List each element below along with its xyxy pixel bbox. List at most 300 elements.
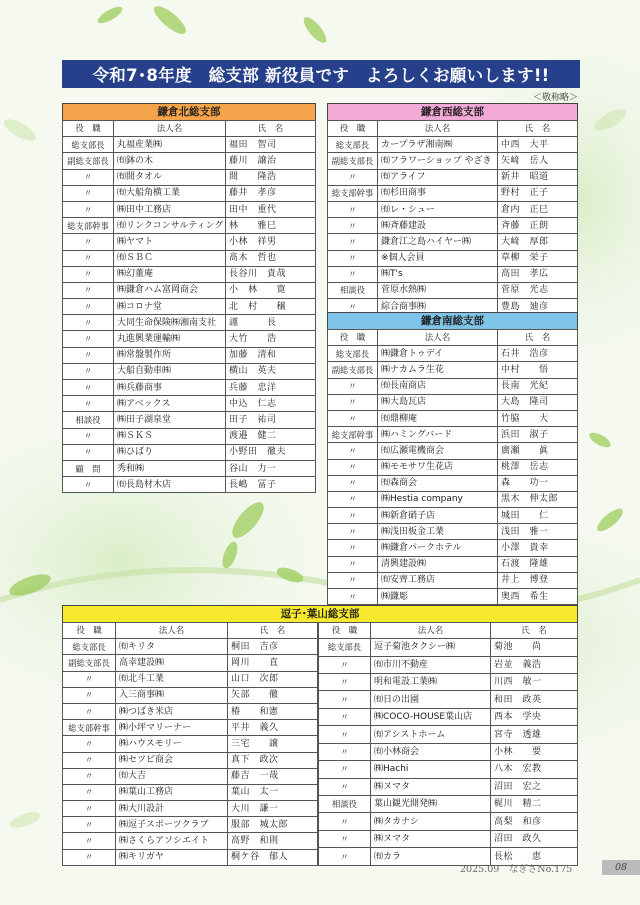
company-cell: ㈱大島瓦店: [378, 394, 498, 410]
page-footer: [418, 860, 640, 875]
name-cell: 平井 義久: [228, 720, 318, 736]
table-row: [63, 137, 316, 153]
company-cell: ㈱ひばり: [114, 444, 226, 460]
company-cell: ㈱さくらアソシエイト: [116, 833, 228, 849]
table-row: [63, 477, 316, 493]
company-cell: 入三商事㈱: [116, 687, 228, 703]
role-cell: 〃: [63, 331, 114, 347]
role-cell: 〃: [319, 848, 371, 866]
company-cell: 綜合商事㈱: [378, 299, 498, 315]
name-cell: 林 雅巳: [226, 218, 316, 234]
role-cell: 〃: [63, 752, 116, 768]
table-row: [63, 801, 318, 817]
role-cell: 〃: [328, 394, 378, 410]
header-company: 法人名: [378, 121, 498, 137]
header-company: 法人名: [371, 623, 491, 639]
name-cell: 桐ケ谷 郁人: [228, 849, 318, 865]
table-row: [63, 833, 318, 849]
table-row: [319, 813, 578, 830]
company-cell: ㈲鉢の木: [114, 153, 226, 169]
kamakura-kita-table: [62, 103, 316, 493]
company-cell: ㈱幻董庵: [114, 266, 226, 282]
name-cell: 藤井 孝彦: [226, 185, 316, 201]
company-cell: ㈱キリガヤ: [116, 849, 228, 865]
company-cell: ㈲広瀬電機商会: [378, 443, 498, 459]
name-cell: 横山 英夫: [226, 363, 316, 379]
name-cell: 大﨑 厚郎: [498, 234, 578, 250]
name-cell: 高野 和則: [228, 833, 318, 849]
role-cell: 〃: [63, 201, 114, 217]
table-row: [328, 185, 578, 201]
role-cell: 〃: [63, 833, 116, 849]
name-cell: 矢部 徹: [228, 687, 318, 703]
role-cell: 副総支部長: [328, 362, 378, 378]
name-cell: 奥西 希生: [498, 589, 578, 605]
name-cell: 山口 次郎: [228, 671, 318, 687]
company-cell: ㈱ヌマタ: [371, 778, 491, 795]
table-row: [63, 817, 318, 833]
table-row: [63, 299, 316, 315]
role-cell: 総支部幹事: [328, 185, 378, 201]
company-cell: ㈲北斗工業: [116, 671, 228, 687]
company-cell: ㈲アシストホーム: [371, 726, 491, 743]
table-row: [319, 795, 578, 812]
company-cell: ㈲市川不動産: [371, 656, 491, 673]
name-cell: 田中 重代: [226, 201, 316, 217]
role-cell: 〃: [328, 266, 378, 282]
name-cell: 大竹 浩: [226, 331, 316, 347]
name-cell: 田子 祐司: [226, 412, 316, 428]
table-row: [63, 784, 318, 800]
table-row: [63, 460, 316, 476]
company-cell: ㈲大船角横工業: [114, 185, 226, 201]
role-cell: 〃: [63, 266, 114, 282]
name-cell: 岩並 義浩: [491, 656, 578, 673]
role-cell: 〃: [319, 813, 371, 830]
table-row: [328, 169, 578, 185]
kamakura-minami-table: [327, 312, 578, 605]
role-cell: 〃: [328, 443, 378, 459]
company-cell: ㈱アベックス: [114, 396, 226, 412]
name-cell: 豊島 廸彦: [498, 299, 578, 315]
table-row: [63, 331, 316, 347]
table-row: [63, 153, 316, 169]
name-cell: 北 村 穣: [226, 299, 316, 315]
role-cell: 総支部幹事: [63, 218, 114, 234]
header-name: 氏 名: [491, 623, 578, 639]
company-cell: ㈱新倉硝子店: [378, 508, 498, 524]
company-cell: ㈱葉山工務店: [116, 784, 228, 800]
table-row: [328, 491, 578, 507]
role-cell: 〃: [63, 169, 114, 185]
name-cell: 新井 昭道: [498, 169, 578, 185]
table-row: [63, 639, 318, 655]
role-cell: 〃: [63, 687, 116, 703]
name-cell: 小澤 貴幸: [498, 540, 578, 556]
name-cell: 和田 政英: [491, 691, 578, 708]
table-row: [63, 185, 316, 201]
role-cell: 〃: [63, 671, 116, 687]
company-cell: ㈱ヤマト: [114, 234, 226, 250]
company-cell: ㈲レ・シュー: [378, 201, 498, 217]
role-cell: 相談役: [319, 795, 371, 812]
role-cell: 〃: [328, 572, 378, 588]
name-cell: 菊池 尚: [491, 639, 578, 656]
name-cell: 廣瀬 眞: [498, 443, 578, 459]
role-cell: 〃: [328, 378, 378, 394]
name-cell: 浜田 淑子: [498, 427, 578, 443]
role-cell: 〃: [328, 410, 378, 426]
page-banner: 令和7･8年度 総支部 新役員です よろしくお願いします!!: [62, 60, 580, 88]
company-cell: ㈲日の出園: [371, 691, 491, 708]
company-cell: ㈱大川設計: [116, 801, 228, 817]
table-row: [63, 720, 318, 736]
table-row: [63, 218, 316, 234]
table-row: [63, 347, 316, 363]
role-cell: 〃: [63, 736, 116, 752]
company-cell: ㈱逗子スポーツクラブ: [116, 817, 228, 833]
role-cell: 〃: [63, 185, 114, 201]
table-row: [63, 703, 318, 719]
table-row: [328, 346, 578, 362]
table-row: [63, 849, 318, 865]
company-cell: ㈱セツビ商会: [116, 752, 228, 768]
company-cell: ㈲間タオル: [114, 169, 226, 185]
name-cell: 服部 城太郎: [228, 817, 318, 833]
table-row: [328, 394, 578, 410]
header-name: 氏 名: [226, 121, 316, 137]
role-cell: 副総支部長: [63, 153, 114, 169]
role-cell: 〃: [63, 347, 114, 363]
role-cell: 〃: [63, 250, 114, 266]
company-cell: ㈱小坪マリーナー: [116, 720, 228, 736]
company-cell: ㈲長島材木店: [114, 477, 226, 493]
table-row: [328, 137, 578, 153]
company-cell: ㈱鎌倉パークホテル: [378, 540, 498, 556]
company-cell: ㈲小林商会: [371, 743, 491, 760]
honorific-note: ＜敬称略＞: [532, 93, 578, 103]
header-role: 役 職: [328, 121, 378, 137]
role-cell: 〃: [328, 475, 378, 491]
company-cell: 丸進興業運輸㈱: [114, 331, 226, 347]
company-cell: ㈲キリタ: [116, 639, 228, 655]
header-company: 法人名: [378, 330, 498, 346]
company-cell: ㈱つばき米店: [116, 703, 228, 719]
company-cell: カープラザ湘南㈱: [378, 137, 498, 153]
name-cell: 大川 謙一: [228, 801, 318, 817]
table-row: [319, 830, 578, 847]
header-role: 役 職: [319, 623, 371, 639]
company-cell: ㈲アライフ: [378, 169, 498, 185]
role-cell: 〃: [328, 508, 378, 524]
company-cell: 大船自動車㈱: [114, 363, 226, 379]
company-cell: ㈱Hestia company: [378, 491, 498, 507]
role-cell: 〃: [328, 234, 378, 250]
header-role: 役 職: [328, 330, 378, 346]
name-cell: 間 隆浩: [226, 169, 316, 185]
role-cell: 〃: [63, 380, 114, 396]
company-cell: 明和電設工業㈱: [371, 674, 491, 691]
name-cell: 倉内 正巳: [498, 201, 578, 217]
company-cell: ㈱斉藤建設: [378, 218, 498, 234]
table-row: [63, 428, 316, 444]
table-row: [328, 475, 578, 491]
table-row: [328, 556, 578, 572]
company-cell: ㈱兵藤商事: [114, 380, 226, 396]
name-cell: 渡邉 健二: [226, 428, 316, 444]
role-cell: 〃: [319, 726, 371, 743]
role-cell: 副総支部長: [328, 153, 378, 169]
table-row: [63, 752, 318, 768]
company-cell: 清興建設㈱: [378, 556, 498, 572]
role-cell: 〃: [328, 169, 378, 185]
table-row: [328, 540, 578, 556]
role-cell: 〃: [63, 784, 116, 800]
company-cell: ㈱ハウスモリー: [116, 736, 228, 752]
role-cell: 〃: [63, 363, 114, 379]
table-row: [63, 169, 316, 185]
table-row: [319, 656, 578, 673]
table-row: [63, 687, 318, 703]
table-row: [328, 572, 578, 588]
table-row: [63, 768, 318, 784]
name-cell: 小 林 寛: [226, 282, 316, 298]
company-cell: ㈱鎌彫: [378, 589, 498, 605]
company-cell: ㈱T's: [378, 266, 498, 282]
role-cell: 〃: [63, 444, 114, 460]
table-row: [328, 459, 578, 475]
name-cell: 中村 悟: [498, 362, 578, 378]
kamakura-nishi-title: 鎌倉西総支部: [327, 103, 578, 120]
role-cell: 〃: [319, 656, 371, 673]
company-cell: 菅原水熱㈱: [378, 282, 498, 298]
table-row: [63, 671, 318, 687]
table-row: [328, 427, 578, 443]
company-cell: ㈱常盤製作所: [114, 347, 226, 363]
company-cell: ㈱ＳＫＳ: [114, 428, 226, 444]
company-cell: ㈱田子湖泉堂: [114, 412, 226, 428]
name-cell: 谷山 力一: [226, 460, 316, 476]
name-cell: 宮寺 透雄: [491, 726, 578, 743]
table-row: [328, 250, 578, 266]
company-cell: ㈱ナカムラ生花: [378, 362, 498, 378]
name-cell: 沼田 宏之: [491, 778, 578, 795]
company-cell: ㈲フラワーショップ やざき: [378, 153, 498, 169]
table-row: [63, 736, 318, 752]
name-cell: 兵藤 忠洋: [226, 380, 316, 396]
role-cell: 〃: [319, 830, 371, 847]
name-cell: 三宅 譲: [228, 736, 318, 752]
company-cell: ㈲ＳＢＣ: [114, 250, 226, 266]
table-row: [328, 508, 578, 524]
company-cell: ㈲大吉: [116, 768, 228, 784]
table-row: [328, 443, 578, 459]
company-cell: ㈲森商会: [378, 475, 498, 491]
company-cell: ㈱ハミングバード: [378, 427, 498, 443]
role-cell: 〃: [319, 708, 371, 725]
name-cell: 森 功一: [498, 475, 578, 491]
table-row: [328, 201, 578, 217]
name-cell: 高梨 和彦: [491, 813, 578, 830]
company-cell: ㈱浅田板金工業: [378, 524, 498, 540]
table-row: [328, 234, 578, 250]
table-row: [63, 266, 316, 282]
company-cell: ㈱タカナシ: [371, 813, 491, 830]
name-cell: 真下 政次: [228, 752, 318, 768]
name-cell: 草柳 栄子: [498, 250, 578, 266]
table-row: [319, 778, 578, 795]
table-row: [63, 380, 316, 396]
table-row: [328, 266, 578, 282]
table-row: [63, 412, 316, 428]
name-cell: 井上 博登: [498, 572, 578, 588]
name-cell: 桐田 吉彦: [228, 639, 318, 655]
name-cell: 矢﨑 岳人: [498, 153, 578, 169]
role-cell: 〃: [63, 768, 116, 784]
name-cell: 竹脇 大: [498, 410, 578, 426]
name-cell: 長南 光紀: [498, 378, 578, 394]
name-cell: 石井 浩彦: [498, 346, 578, 362]
role-cell: 〃: [63, 849, 116, 865]
company-cell: ㈲安齊工務店: [378, 572, 498, 588]
name-cell: 菅原 光志: [498, 282, 578, 298]
role-cell: 総支部幹事: [328, 427, 378, 443]
name-cell: 西本 学央: [491, 708, 578, 725]
table-row: [328, 362, 578, 378]
name-cell: 斉藤 正朗: [498, 218, 578, 234]
table-row: [63, 315, 316, 331]
table-row: [319, 691, 578, 708]
name-cell: 高田 孝広: [498, 266, 578, 282]
company-cell: ㈱Hachi: [371, 761, 491, 778]
header-name: 氏 名: [498, 121, 578, 137]
issue-label: 2025.09 なぎさNo.175: [460, 863, 573, 875]
role-cell: 〃: [63, 299, 114, 315]
name-cell: 中西 大平: [498, 137, 578, 153]
table-row: [63, 444, 316, 460]
table-row: [328, 153, 578, 169]
name-cell: 藤川 譲治: [226, 153, 316, 169]
name-cell: 藤吉 一哉: [228, 768, 318, 784]
name-cell: 謹 長: [226, 315, 316, 331]
table-row: [328, 410, 578, 426]
company-cell: 大同生命保険㈱湘南支社: [114, 315, 226, 331]
role-cell: 〃: [328, 524, 378, 540]
role-cell: 総支部長: [328, 346, 378, 362]
name-cell: 長谷川 貴哉: [226, 266, 316, 282]
name-cell: 小野田 徹夫: [226, 444, 316, 460]
name-cell: 梶川 精二: [491, 795, 578, 812]
role-cell: 〃: [63, 801, 116, 817]
company-cell: 丸福産業㈱: [114, 137, 226, 153]
table-row: [319, 674, 578, 691]
role-cell: 総支部長: [328, 137, 378, 153]
table-row: [328, 378, 578, 394]
table-row: [63, 201, 316, 217]
kamakura-minami-title: 鎌倉南総支部: [327, 312, 578, 329]
role-cell: 〃: [328, 556, 378, 572]
table-row: [63, 655, 318, 671]
role-cell: 〃: [328, 299, 378, 315]
name-cell: 八木 宏教: [491, 761, 578, 778]
name-cell: 加藤 清和: [226, 347, 316, 363]
role-cell: 〃: [63, 428, 114, 444]
name-cell: 黒木 伸太郎: [498, 491, 578, 507]
role-cell: 総支部長: [319, 639, 371, 656]
role-cell: 〃: [328, 540, 378, 556]
name-cell: 浅田 雅一: [498, 524, 578, 540]
company-cell: ㈱コロナ堂: [114, 299, 226, 315]
name-cell: 中込 仁志: [226, 396, 316, 412]
table-row: [319, 726, 578, 743]
role-cell: 相談役: [63, 412, 114, 428]
table-row: [63, 282, 316, 298]
header-role: 役 職: [63, 623, 116, 639]
name-cell: 川西 敏一: [491, 674, 578, 691]
table-row: [63, 250, 316, 266]
name-cell: 長嶋 冨子: [226, 477, 316, 493]
role-cell: 〃: [328, 491, 378, 507]
name-cell: 野村 正子: [498, 185, 578, 201]
company-cell: ㈱モモサワ生花店: [378, 459, 498, 475]
name-cell: 長松 恵: [491, 848, 578, 866]
role-cell: 総支部幹事: [63, 720, 116, 736]
name-cell: 石渡 隆雄: [498, 556, 578, 572]
role-cell: 〃: [328, 250, 378, 266]
role-cell: 〃: [328, 218, 378, 234]
table-row: [63, 396, 316, 412]
table-row: [319, 708, 578, 725]
role-cell: 〃: [319, 691, 371, 708]
company-cell: 高幸建設㈱: [116, 655, 228, 671]
company-cell: 逗子菊池タクシー㈱: [371, 639, 491, 656]
role-cell: 〃: [63, 703, 116, 719]
role-cell: 〃: [328, 459, 378, 475]
name-cell: 葉山 太一: [228, 784, 318, 800]
table-row: [319, 639, 578, 656]
role-cell: 〃: [319, 674, 371, 691]
name-cell: 桃澤 岳志: [498, 459, 578, 475]
name-cell: 椿 和憲: [228, 703, 318, 719]
role-cell: 〃: [63, 282, 114, 298]
role-cell: 副総支部長: [63, 655, 116, 671]
company-cell: ㈲カラ: [371, 848, 491, 866]
name-cell: 小林 要: [491, 743, 578, 760]
table-row: [319, 761, 578, 778]
company-cell: ㈱ヌマタ: [371, 830, 491, 847]
page-number: 08: [602, 860, 640, 875]
role-cell: 総支部長: [63, 137, 114, 153]
table-row: [328, 589, 578, 605]
company-cell: ㈱鎌倉ハム富岡商会: [114, 282, 226, 298]
role-cell: 〃: [63, 315, 114, 331]
company-cell: 葉山観光開発㈱: [371, 795, 491, 812]
header-name: 氏 名: [498, 330, 578, 346]
role-cell: 〃: [63, 817, 116, 833]
header-name: 氏 名: [228, 623, 318, 639]
company-cell: 秀和㈱: [114, 460, 226, 476]
header-role: 役 職: [63, 121, 114, 137]
name-cell: 福田 智司: [226, 137, 316, 153]
name-cell: 岡川 直: [228, 655, 318, 671]
company-cell: ※個人会員: [378, 250, 498, 266]
company-cell: ㈲杉田商事: [378, 185, 498, 201]
kamakura-kita-title: 鎌倉北総支部: [62, 103, 316, 120]
table-row: [328, 524, 578, 540]
table-row: [328, 282, 578, 298]
company-cell: 鎌倉江之島ハイヤー㈱: [378, 234, 498, 250]
kamakura-nishi-table: [327, 103, 578, 315]
